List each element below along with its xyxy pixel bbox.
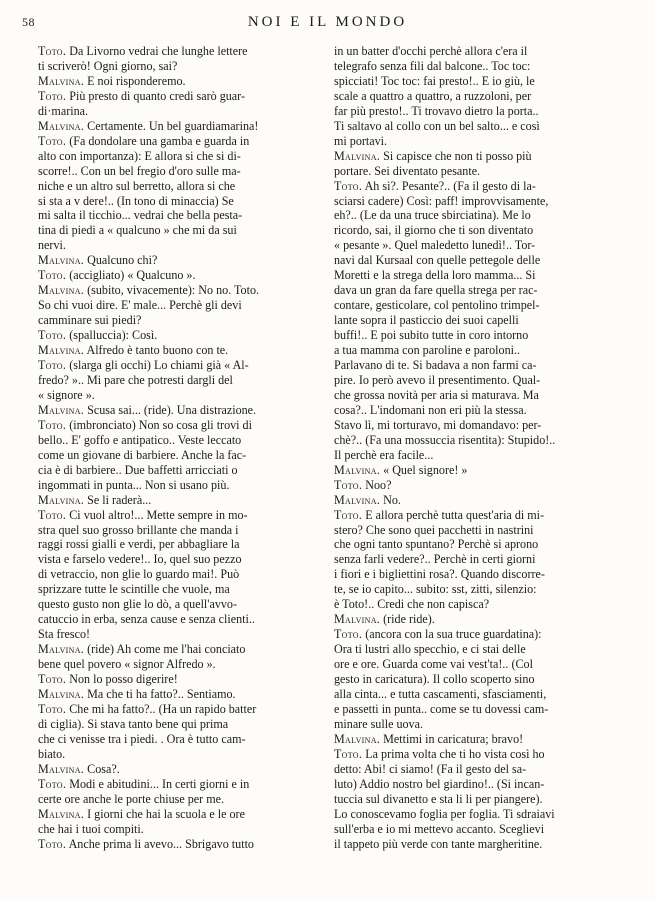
text-line: [38, 417, 308, 433]
page-header: [0, 10, 655, 34]
text-line: [334, 178, 604, 194]
line-text: Ti saltavo al collo con un bel salto... e così: [334, 118, 540, 133]
line-text: che ogni tanto spuntano? Perchè si aprono: [334, 537, 539, 552]
dialogue-paragraph: [38, 672, 308, 687]
text-line: [38, 836, 308, 852]
left-column: [38, 44, 308, 851]
page-number: 58: [22, 15, 35, 29]
text-line: [38, 522, 308, 538]
line-text: di·marina.: [38, 103, 89, 118]
speaker-name: Toto.: [334, 627, 363, 642]
text-line: [38, 387, 308, 403]
text-line: [334, 223, 604, 238]
running-title: NOI E IL MONDO: [247, 14, 408, 30]
line-text: La prima volta che ti ho vista così ho: [362, 746, 545, 761]
speaker-name: Toto.: [334, 178, 363, 193]
text-line: [334, 731, 604, 747]
text-line: [334, 776, 604, 792]
text-line: [38, 806, 308, 822]
text-line: [38, 657, 308, 672]
line-text: Ah si?. Pesante?.. (Fa il gesto di la-: [362, 178, 536, 193]
text-line: [334, 58, 604, 74]
line-text: (ride) Ah come me l'hai conciato: [84, 642, 246, 657]
line-text: che ci venisse tra i piedi. . Ora è tutto cam-: [38, 731, 246, 746]
text-line: [38, 298, 308, 313]
line-text: sull'erba e io mi mettevo accanto. Sceglievi: [334, 821, 545, 836]
line-text: ingommati in punta... Non si usano più.: [38, 477, 230, 492]
dialogue-paragraph: [38, 642, 308, 672]
line-text: I giorni che hai la scuola e le ore: [84, 806, 245, 821]
text-line: [334, 761, 604, 777]
line-text: tuccia sul divanetto e sta li li per piangere).: [334, 791, 543, 806]
line-text: Lo conoscevamo foglia per foglia. Ti sdraiavi: [334, 806, 555, 821]
text-line: [38, 148, 308, 164]
speaker-name: Malvina.: [38, 492, 85, 507]
line-text: camminare sui piedi?: [38, 313, 142, 328]
dialogue-paragraph: [38, 328, 308, 343]
speaker-name: Malvina.: [38, 806, 85, 821]
text-line: [38, 283, 308, 298]
line-text: Ora ti lustri allo specchio, e ci stai delle: [334, 642, 526, 657]
dialogue-paragraph: [38, 687, 308, 702]
speaker-name: Malvina.: [38, 686, 85, 701]
text-line: [334, 597, 604, 612]
speaker-name: Toto.: [38, 417, 67, 432]
line-text: bene quel povero « signor Alfredo ».: [38, 657, 216, 672]
speaker-name: Toto.: [38, 507, 67, 522]
speaker-name: Toto.: [38, 701, 67, 716]
text-line: [38, 821, 308, 837]
dialogue-paragraph: [38, 837, 308, 852]
dialogue-paragraph: [334, 747, 604, 852]
dialogue-paragraph: [38, 44, 308, 74]
line-text: E allora perchè tutta quest'aria di mi-: [362, 507, 545, 522]
line-text: buffi!.. E poi subito tutte in coro intorno: [334, 328, 529, 343]
text-line: [38, 223, 308, 238]
text-line: [334, 238, 604, 253]
dialogue-paragraph: [38, 418, 308, 493]
line-text: Se li raderà...: [84, 492, 152, 507]
text-line: [38, 358, 308, 373]
speaker-name: Toto.: [38, 836, 67, 851]
line-text: Più presto di quanto credi sarò guar-: [66, 88, 245, 103]
line-text: il tappeto più verde con tante margheritine.: [334, 836, 543, 851]
line-text: di vetraccio, non glie lo guardo mai!. Può: [38, 567, 240, 582]
text-line: [38, 686, 308, 702]
line-text: E noi risponderemo.: [84, 73, 186, 88]
dialogue-paragraph: [334, 627, 604, 732]
text-line: [38, 103, 308, 119]
dialogue-paragraph: [334, 149, 604, 179]
text-line: [38, 776, 308, 792]
speaker-name: Toto.: [38, 268, 67, 283]
line-text: spicciati! Toc toc: fai presto!.. E io giù, le: [334, 73, 535, 88]
line-text: mi salta il ticchio... vedrai che bella pesta-: [38, 208, 243, 223]
dialogue-paragraph: [334, 612, 604, 627]
text-line: [334, 537, 604, 552]
line-text: cia è di barbiere.. Due baffetti arricciati o: [38, 462, 238, 477]
text-line: [38, 716, 308, 732]
text-line: [334, 343, 604, 358]
dialogue-paragraph: [38, 253, 308, 268]
line-text: sciarsi cadere) Così: paff! improvvisamente,: [334, 193, 549, 208]
line-text: niche e un altro sul berretto, allora si che: [38, 178, 236, 193]
text-line: [334, 522, 604, 538]
text-line: [38, 672, 308, 687]
speaker-name: Toto.: [38, 776, 67, 791]
line-text: luto) Addio nostro bel giardino!.. (Si incan-: [334, 776, 545, 791]
text-line: [334, 387, 604, 403]
line-text: è Toto!.. Credi che non capisca?: [334, 597, 490, 612]
speaker-name: Toto.: [38, 358, 67, 373]
line-text: Che mi ha fatto?.. (Ha un rapido batter: [66, 701, 257, 716]
line-text: che grossa novità per aria si maturava. Ma: [334, 387, 539, 402]
text-line: [334, 582, 604, 597]
line-text: scorre!.. Con un bel fregio d'oro sulle ma-: [38, 163, 241, 178]
speaker-name: Malvina.: [334, 492, 381, 507]
line-text: pire. Io però avevo il presentimento. Qual-: [334, 372, 541, 387]
text-line: [38, 58, 308, 74]
line-text: ricordo, sai, il giorno che ti son diventato: [334, 223, 534, 238]
line-text: certe ore anche le porte chiuse per me.: [38, 791, 225, 806]
text-line: [334, 642, 604, 657]
text-line: [334, 716, 604, 732]
text-line: [38, 701, 308, 717]
text-line: [334, 672, 604, 687]
speaker-name: Toto.: [334, 477, 363, 492]
text-line: [38, 492, 308, 508]
text-line: [334, 133, 604, 149]
text-line: [38, 582, 308, 597]
text-line: [334, 627, 604, 642]
text-line: [334, 432, 604, 448]
dialogue-paragraph: [38, 268, 308, 283]
speaker-name: Toto.: [38, 672, 67, 687]
text-line: [334, 701, 604, 717]
text-line: [334, 372, 604, 388]
text-line: [38, 537, 308, 552]
speaker-name: Malvina.: [38, 283, 85, 298]
text-line: [38, 88, 308, 104]
text-line: [38, 432, 308, 448]
dialogue-paragraph: [38, 762, 308, 777]
line-text: vista e farselo vedere!.. Io, quel suo pezzo: [38, 552, 242, 567]
speaker-name: Malvina.: [38, 118, 85, 133]
line-text: biato.: [38, 746, 66, 761]
text-line: [334, 313, 604, 328]
dialogue-paragraph: [38, 119, 308, 134]
line-text: te, se io capito... subito: sst, zitti, silenzio:: [334, 582, 537, 597]
line-text: Certamente. Un bel guardiamarina!: [84, 118, 259, 133]
line-text: raggi rossi gialli e verdi, per abbagliare la: [38, 537, 240, 552]
dialogue-paragraph: [38, 777, 308, 807]
line-text: nervi.: [38, 238, 66, 253]
line-text: Non lo posso digerire!: [66, 672, 178, 687]
line-text: No.: [380, 492, 401, 507]
dialogue-paragraph: [334, 463, 604, 478]
text-line: [38, 313, 308, 328]
text-line: [334, 328, 604, 343]
line-text: (accigliato) « Qualcuno ».: [66, 268, 196, 283]
text-line: [38, 731, 308, 747]
line-text: Il perchè era facile...: [334, 447, 434, 462]
text-line: [38, 597, 308, 612]
text-line: [38, 208, 308, 223]
text-line: [334, 821, 604, 837]
line-text: Ma che ti ha fatto?.. Sentiamo.: [84, 686, 236, 701]
line-text: Scusa sai... (ride). Una distrazione.: [84, 402, 257, 417]
dialogue-paragraph: [334, 732, 604, 747]
line-text: cosa?.. L'indomani non eri più la stessa.: [334, 402, 527, 417]
line-text: lante sopra il pasticcio dei suoi capelli: [334, 313, 519, 328]
dialogue-paragraph: [38, 807, 308, 837]
line-text: detto: Abi! ci siamo! (Fa il gesto del sa-: [334, 761, 527, 776]
text-line: [38, 163, 308, 179]
text-line: [334, 268, 604, 283]
text-line: [334, 253, 604, 268]
line-text: telegrafo senza fili dal balcone.. Toc toc:: [334, 58, 531, 73]
line-text: sprizzare tutte le scintille che vuole, ma: [38, 582, 230, 597]
text-line: [38, 343, 308, 358]
line-text: chè?.. (Fa una mossuccia risentita): Stupido!..: [334, 432, 556, 447]
text-line: [334, 283, 604, 298]
text-line: [334, 402, 604, 418]
text-line: [334, 492, 604, 508]
text-line: [38, 746, 308, 762]
text-line: [334, 148, 604, 164]
line-text: stero? Che sono quei pacchetti in nastrini: [334, 522, 534, 537]
text-line: [334, 88, 604, 104]
text-line: [38, 552, 308, 567]
line-text: eh?.. (Le da una truce sbirciatina). Me lo: [334, 208, 531, 223]
text-line: [38, 567, 308, 582]
text-line: [334, 507, 604, 523]
text-line: [38, 133, 308, 149]
text-line: [38, 372, 308, 388]
text-line: [334, 358, 604, 373]
text-line: [334, 612, 604, 627]
line-text: questo gusto non glie lo dò, a quell'avvo-: [38, 597, 238, 612]
line-text: (slarga gli occhi) Lo chiami già « Al-: [66, 358, 249, 373]
text-line: [38, 253, 308, 268]
line-text: navi dal Kursaal con quelle pettegole delle: [334, 253, 541, 268]
line-text: mi portavi.: [334, 133, 388, 148]
line-text: Qualcuno chi?: [84, 253, 158, 268]
text-line: [334, 447, 604, 463]
line-text: Parlavano di te. Si badava a non farmi ca-: [334, 358, 537, 373]
text-line: [38, 761, 308, 777]
text-line: [334, 44, 604, 59]
line-text: far più presto!.. Ti trovavo dietro la porta..: [334, 103, 539, 118]
line-text: bello.. E' goffo e antipatico.. Veste leccato: [38, 432, 242, 447]
text-line: [38, 462, 308, 478]
line-text: e passetti in punta.. come se tu dovessi cam-: [334, 701, 549, 716]
text-line: [334, 657, 604, 672]
line-text: Si capisce che non ti posso più: [380, 148, 532, 163]
speaker-name: Toto.: [38, 133, 67, 148]
text-line: [334, 73, 604, 89]
line-text: si sta a v dere!.. (In tono di minaccia) Se: [38, 193, 234, 208]
line-text: tina di piedi a « qualcuno » che mi da sui: [38, 223, 237, 238]
line-text: i fiori e i bigliettini rosa?. Quando discorre-: [334, 567, 545, 582]
dialogue-paragraph: [334, 478, 604, 493]
speaker-name: Malvina.: [334, 148, 381, 163]
line-text: Noo?: [362, 477, 392, 492]
line-text: di ciglia). Si stava tanto bene qui prima: [38, 716, 229, 731]
text-line: [334, 552, 604, 567]
line-text: « pesante ». Quel maledetto lunedì!.. Tor-: [334, 238, 536, 253]
text-line: [38, 642, 308, 657]
line-text: catuccio in erba, senza cause e senza clienti..: [38, 612, 255, 627]
text-line: [38, 507, 308, 523]
line-text: (ride ride).: [380, 612, 435, 627]
line-text: Da Livorno vedrai che lunghe lettere: [66, 44, 248, 58]
text-line: [334, 417, 604, 433]
text-line: [38, 193, 308, 209]
text-line: [334, 477, 604, 493]
dialogue-paragraph: [38, 508, 308, 643]
text-line: [38, 268, 308, 283]
line-text: (spalluccia): Così.: [66, 328, 158, 343]
line-text: alto con importanza): E allora si che si di-: [38, 148, 241, 163]
speaker-name: Toto.: [334, 507, 363, 522]
text-line: [334, 118, 604, 134]
line-text: scale a quattro a quattro, a ruzzoloni, per: [334, 88, 532, 103]
dialogue-paragraph: [38, 493, 308, 508]
text-line: [334, 298, 604, 313]
dialogue-paragraph: [38, 283, 308, 328]
line-text: portare. Sei diventato pesante.: [334, 163, 481, 178]
line-text: ti scriverò! Ogni giorno, sai?: [38, 58, 178, 73]
line-text: Moretti e la strega della loro mamma... Si: [334, 268, 536, 283]
speaker-name: Malvina.: [38, 253, 85, 268]
text-line: [334, 208, 604, 223]
dialogue-paragraph: [38, 358, 308, 403]
line-text: senza farli vedere?.. Perchè in certi giorni: [334, 552, 536, 567]
text-line: [38, 447, 308, 463]
line-text: fredo? ».. Mi pare che potresti dargli del: [38, 372, 233, 387]
dialogue-paragraph: [38, 134, 308, 254]
line-text: (subito, vivacemente): No no. Toto.: [84, 283, 260, 298]
text-line: [334, 462, 604, 478]
text-line: [334, 686, 604, 702]
line-text: Ci vuol altro!... Mette sempre in mo-: [66, 507, 248, 522]
dialogue-paragraph: [334, 44, 604, 149]
text-line: [334, 193, 604, 209]
speaker-name: Malvina.: [334, 462, 381, 477]
dialogue-paragraph: [38, 702, 308, 762]
line-text: alla cinta... e tutta cascamenti, sfasciamenti,: [334, 686, 547, 701]
text-line: [334, 163, 604, 179]
dialogue-paragraph: [38, 89, 308, 119]
speaker-name: Toto.: [38, 44, 67, 58]
line-text: (Fa dondolare una gamba e guarda in: [66, 133, 250, 148]
line-text: come un giovane di barbiere. Anche la fac-: [38, 447, 247, 462]
speaker-name: Malvina.: [334, 731, 381, 746]
speaker-name: Toto.: [334, 746, 363, 761]
text-line: [38, 477, 308, 493]
dialogue-paragraph: [334, 493, 604, 508]
line-text: a tua mamma con paroline e paroloni..: [334, 343, 521, 358]
text-line: [334, 791, 604, 807]
line-text: (ancora con la sua truce guardatina):: [362, 627, 542, 642]
speaker-name: Malvina.: [334, 612, 381, 627]
speaker-name: Toto.: [38, 88, 67, 103]
dialogue-paragraph: [334, 508, 604, 613]
line-text: Alfredo è tanto buono con te.: [84, 343, 229, 358]
speaker-name: Malvina.: [38, 642, 85, 657]
line-text: ore e ore. Guarda come vai vest'ta!.. (Col: [334, 657, 533, 672]
text-line: [38, 238, 308, 253]
line-text: Mettimi in caricatura; bravo!: [380, 731, 524, 746]
text-line: [334, 806, 604, 822]
line-text: gesto in caricatura). Il collo scoperto sino: [334, 672, 535, 687]
line-text: Sta fresco!: [38, 627, 91, 642]
text-line: [38, 118, 308, 134]
line-text: Cosa?.: [84, 761, 120, 776]
text-line: [38, 402, 308, 418]
text-line: [38, 328, 308, 343]
text-line: [334, 567, 604, 582]
line-text: (imbronciato) Non so cosa gli trovi di: [66, 417, 252, 432]
right-column: [334, 44, 604, 851]
text-line: [334, 836, 604, 852]
speaker-name: Malvina.: [38, 343, 85, 358]
line-text: dava un gran da fare quella strega per rac-: [334, 283, 538, 298]
line-text: minare sulle uova.: [334, 716, 423, 731]
speaker-name: Toto.: [38, 328, 67, 343]
line-text: contare, gesticolare, col pentolino trimpel-: [334, 298, 540, 313]
text-line: [38, 612, 308, 627]
line-text: Stavo lì, mi torturavo, mi domandavo: per-: [334, 417, 542, 432]
dialogue-paragraph: [38, 343, 308, 358]
speaker-name: Malvina.: [38, 402, 85, 417]
speaker-name: Malvina.: [38, 73, 85, 88]
line-text: « signore ».: [38, 387, 95, 402]
text-line: [38, 627, 308, 642]
line-text: stra quel suo grosso brillante che manda i: [38, 522, 239, 537]
dialogue-paragraph: [334, 179, 604, 463]
line-text: Anche prima li avevo... Sbrigavo tutto: [66, 836, 254, 851]
text-line: [38, 791, 308, 807]
speaker-name: Malvina.: [38, 761, 85, 776]
line-text: in un batter d'occhi perchè allora c'era il: [334, 44, 528, 58]
line-text: So chi vuoi dire. E' male... Perchè gli devi: [38, 298, 242, 313]
text-line: [334, 746, 604, 762]
dialogue-paragraph: [38, 403, 308, 418]
text-line: [38, 73, 308, 89]
line-text: Modi e abitudini... In certi giorni e in: [66, 776, 250, 791]
line-text: che hai i tuoi compiti.: [38, 821, 144, 836]
text-line: [38, 44, 308, 59]
text-line: [38, 178, 308, 194]
dialogue-paragraph: [38, 74, 308, 89]
text-line: [334, 103, 604, 119]
line-text: « Quel signore! »: [380, 462, 468, 477]
